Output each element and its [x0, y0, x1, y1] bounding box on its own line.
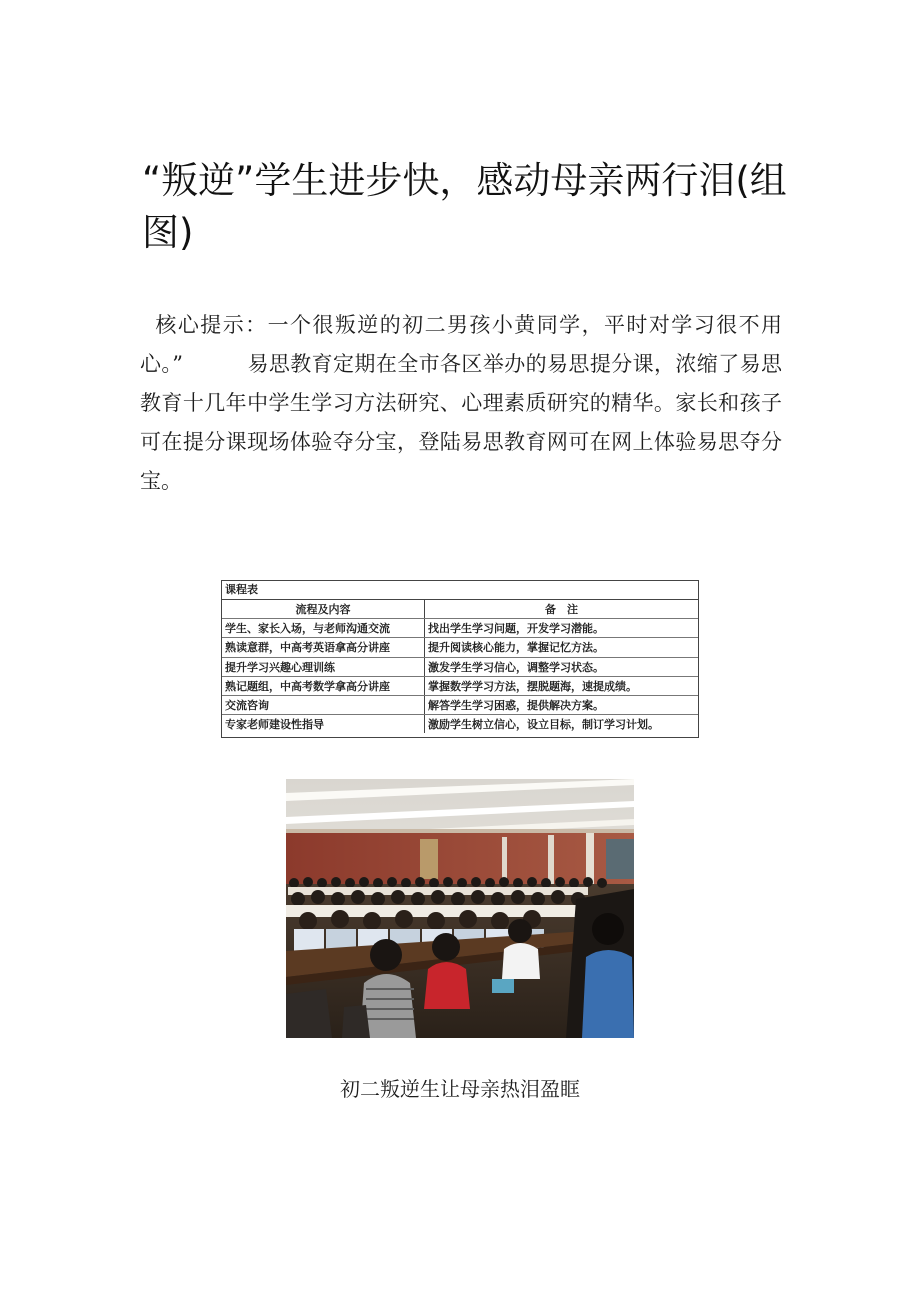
table-cell: 熟记题组，中高考数学拿高分讲座: [222, 676, 425, 695]
classroom-illustration: [286, 779, 634, 1038]
table-cell: 激励学生树立信心，设立目标，制订学习计划。: [428, 718, 659, 732]
table-cell: 掌握数学学习方法，摆脱题海，速提成绩。: [425, 676, 699, 695]
article-title: “叛逆”学生进步快，感动母亲两行泪(组图): [142, 159, 787, 254]
table-row: [222, 638, 698, 657]
column-header: 流程及内容: [222, 600, 425, 619]
table-cell: 解答学生学习困惑，提供解决方案。: [425, 695, 699, 714]
course-schedule-table: [221, 580, 699, 738]
classroom-photo: [286, 779, 634, 1038]
table-cell: 熟读意群，中高考英语拿高分讲座: [222, 638, 425, 657]
table-row: [222, 676, 698, 695]
column-header: 备 注: [425, 600, 699, 619]
schedule-caption: 课程表: [222, 581, 698, 600]
table-cell: 专家老师建设性指导: [222, 715, 425, 734]
table-cell: 交流咨询: [222, 695, 425, 714]
summary-part-1: 核心提示：一个很叛逆的初二男孩小黄同学，平时对学习很不用心。”: [140, 313, 782, 376]
table-row: [222, 715, 698, 734]
table-row: [222, 657, 698, 676]
table-cell: 学生、家长入场，与老师沟通交流: [222, 619, 425, 638]
summary-part-2: 易思教育定期在全市各区举办的易思提分课，浓缩了易思教育十几年中学生学习方法研究、心理素质研究的精华。家长和孩子可在提分课现场体验夺分宝，登陆易思教育网可在网上体验易思夺分宝。: [140, 352, 782, 493]
table-cell: 激发学生学习信心，调整学习状态。: [425, 657, 699, 676]
table-cell: 找出学生学习问题，开发学习潜能。: [425, 619, 699, 638]
photo-caption: 初二叛逆生让母亲热泪盈眶: [340, 1077, 580, 1101]
table-row: [222, 695, 698, 714]
table-header-row: [222, 600, 698, 619]
table-row: [222, 619, 698, 638]
table-cell: 提升学习兴趣心理训练: [222, 657, 425, 676]
article-summary: [140, 306, 782, 501]
table-cell: 提升阅读核心能力，掌握记忆方法。: [425, 638, 699, 657]
